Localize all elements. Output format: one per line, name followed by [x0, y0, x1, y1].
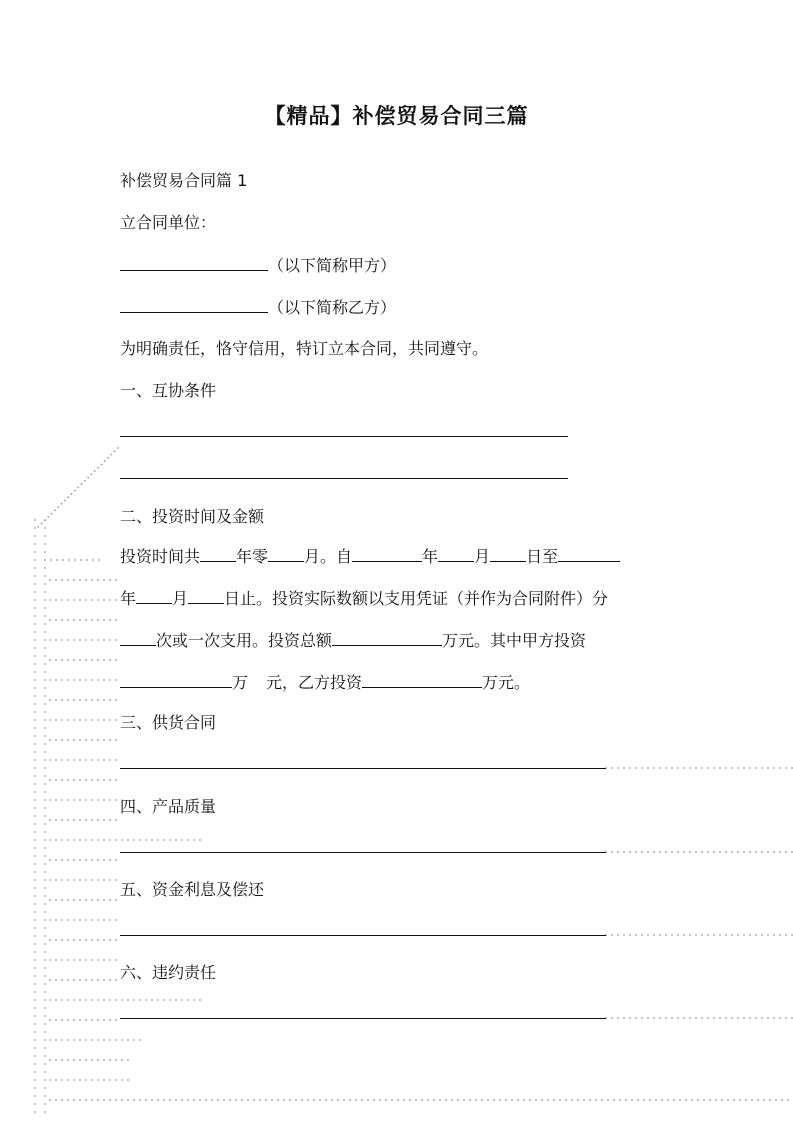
preamble: 为明确责任，恪守信用，特订立本合同，共同遵守。 [120, 339, 489, 358]
document-title: 【精品】补偿贸易合同三篇 [264, 104, 529, 128]
clause2-text: 投资时间共 [120, 547, 201, 566]
section-heading: 补偿贸易合同篇 1 [120, 171, 248, 190]
start-year-blank [352, 545, 422, 562]
party-a-line [120, 254, 396, 277]
clause2-line-2 [120, 587, 608, 610]
clause2-text: 月 [172, 589, 189, 608]
clause6-blank-line [120, 1018, 606, 1019]
clause4-blank-line [120, 852, 606, 853]
total-investment-blank [332, 629, 442, 646]
start-day-blank [490, 545, 526, 562]
end-month-blank [136, 587, 172, 604]
party-a-blank [120, 254, 268, 271]
party-a-investment-blank [120, 671, 232, 688]
clause2-text: 次或一次支用。投资总额 [156, 631, 333, 650]
clause2-text: 月 [474, 547, 491, 566]
years-blank [200, 545, 236, 562]
clause2-text: 月。自 [304, 547, 353, 566]
clause2-text: 万元。其中甲方投资 [442, 631, 587, 650]
clause2-text: 日至 [526, 547, 559, 566]
party-b-blank [120, 296, 268, 313]
clause5-blank-line [120, 935, 606, 936]
clause2-text: 年 [120, 589, 137, 608]
clause5-title: 五、资金利息及偿还 [120, 880, 265, 899]
party-b-investment-blank [362, 671, 482, 688]
clause2-line-4 [120, 671, 530, 694]
clause1-title: 一、互协条件 [120, 381, 217, 400]
clause2-line-1 [120, 545, 620, 568]
party-a-suffix: （以下简称甲方） [268, 256, 397, 275]
clause1-blank-line-1 [120, 436, 568, 437]
start-month-blank [438, 545, 474, 562]
clause6-title: 六、违约责任 [120, 963, 217, 982]
clause1-blank-line-2 [120, 478, 568, 479]
clause2-text: 万 [232, 673, 249, 692]
end-day-blank [188, 587, 224, 604]
clause2-text: 日止。投资实际数额以支用凭证（并作为合同附件）分 [224, 589, 609, 608]
party-b-suffix: （以下简称乙方） [268, 298, 397, 317]
clause3-title: 三、供货合同 [120, 713, 217, 732]
clause4-title: 四、产品质量 [120, 797, 217, 816]
clause2-text: 元，乙方投资 [266, 673, 363, 692]
clause2-title: 二、投资时间及金额 [120, 507, 265, 526]
parties-label: 立合同单位： [120, 213, 217, 232]
end-year-blank [558, 545, 620, 562]
party-b-line [120, 296, 396, 319]
clause2-text: 万元。 [482, 673, 531, 692]
months-blank [268, 545, 304, 562]
clause2-text: 年 [422, 547, 439, 566]
clause2-line-3 [120, 629, 586, 652]
clause3-blank-line [120, 768, 606, 769]
clause2-text: 年零 [236, 547, 269, 566]
installments-blank [120, 629, 156, 646]
